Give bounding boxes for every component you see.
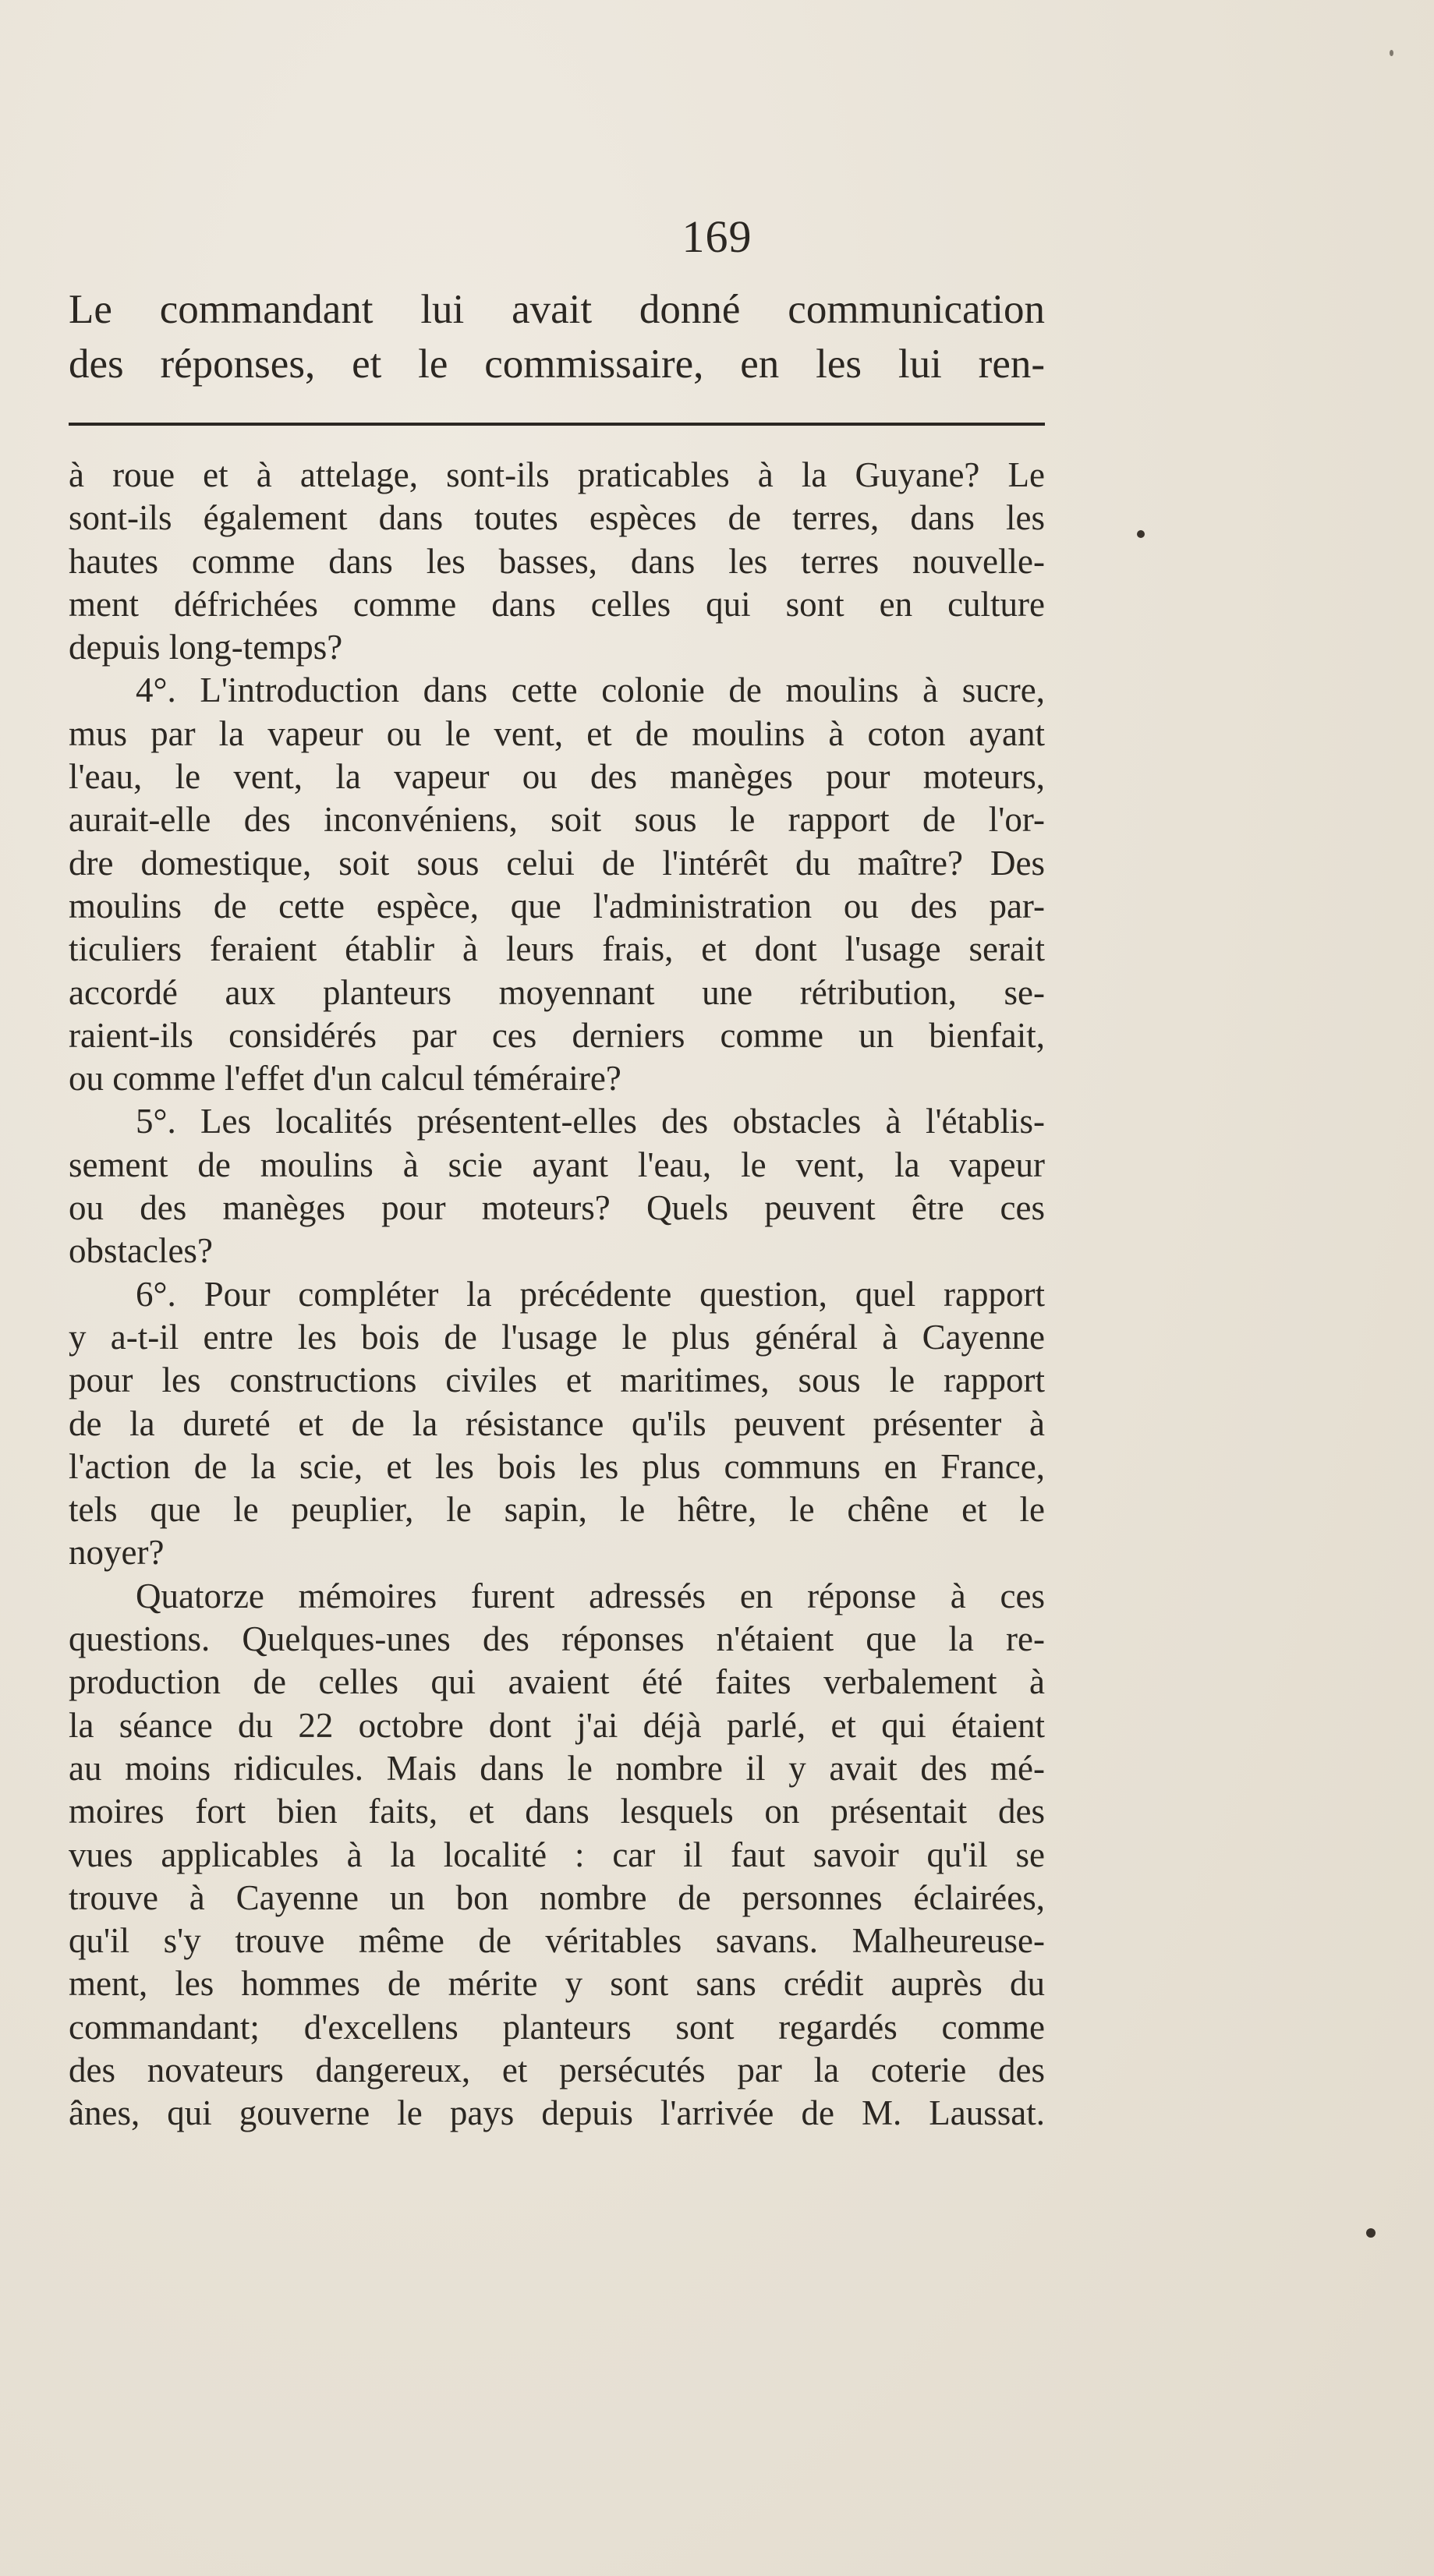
footnote-line: 6°. Pour compléter la précédente question, quel rapport [136, 1274, 1045, 1314]
footnote-line: vues applicables à la localité : car il faut savoir qu'il se [69, 1835, 1045, 1874]
footnote-line: aurait-elle des inconvéniens, soit sous le rapport de l'or- [69, 800, 1045, 840]
text-line: des réponses, et le commissaire, en les lui ren- [69, 341, 1045, 387]
footnote-line: moulins de cette espèce, que l'administration ou des par- [69, 886, 1045, 925]
footnote-line: mus par la vapeur ou le vent, et de moulins à coton ayant [69, 713, 1045, 753]
footnote-line: questions. Quelques-unes des réponses n'étaient que la re- [69, 1619, 1045, 1659]
footnote-line: noyer? [69, 1533, 165, 1573]
footnote-line: commandant; d'excellens planteurs sont regardés comme [69, 2007, 1045, 2047]
footnote-line: hautes comme dans les basses, dans les terres nouvelle- [69, 541, 1045, 581]
footnote-line: ou comme l'effet d'un calcul téméraire? [69, 1059, 621, 1099]
text-line: Le commandant lui avait donné communication [69, 287, 1045, 332]
footnote-line: obstacles? [69, 1231, 213, 1271]
paper-speck [1390, 50, 1393, 56]
footnote-line: ou des manèges pour moteurs? Quels peuvent être ces [69, 1188, 1045, 1228]
footnote-line: ânes, qui gouverne le pays depuis l'arrivée de M. Laussat. [69, 2093, 1045, 2133]
footnote-line: accordé aux planteurs moyennant une rétribution, se- [69, 972, 1045, 1012]
footnote-line: moires fort bien faits, et dans lesquels on présentait des [69, 1792, 1045, 1831]
footnote-line: l'action de la scie, et les bois les plus communs en France, [69, 1446, 1045, 1486]
footnote-line: sont-ils également dans toutes espèces de terres, dans les [69, 498, 1045, 538]
footnote-line: y a-t-il entre les bois de l'usage le plus général à Cayenne [69, 1317, 1045, 1357]
footnote-line: production de celles qui avaient été faites verbalement à [69, 1662, 1045, 1702]
footnote-line: de la dureté et de la résistance qu'ils peuvent présenter à [69, 1403, 1045, 1443]
footnote-line: depuis long-temps? [69, 628, 343, 667]
footnote-line: à roue et à attelage, sont-ils praticables à la Guyane? Le [69, 455, 1045, 494]
footnote-line: Quatorze mémoires furent adressés en réponse à ces [136, 1576, 1045, 1615]
footnote-line: raient-ils considérés par ces derniers comme un bienfait, [69, 1015, 1045, 1055]
footnote-line: 5°. Les localités présentent-elles des obstacles à l'établis- [136, 1102, 1045, 1141]
footnote-line: ticuliers feraient établir à leurs frais, et dont l'usage serait [69, 929, 1045, 969]
footnote-line: sement de moulins à scie ayant l'eau, le vent, la vapeur [69, 1145, 1045, 1184]
footnote-line: des novateurs dangereux, et persécutés par la coterie des [69, 2050, 1045, 2089]
footnote-block [69, 454, 1045, 2135]
paper-speck [1137, 530, 1145, 538]
footnote-line: dre domestique, soit sous celui de l'intérêt du maître? Des [69, 843, 1045, 883]
footnote-line: ment défrichées comme dans celles qui sont en culture [69, 584, 1045, 624]
footnote-line: trouve à Cayenne un bon nombre de personnes éclairées, [69, 1877, 1045, 1917]
main-text [69, 282, 1045, 391]
footnote-line: 4°. L'introduction dans cette colonie de moulins à sucre, [136, 671, 1045, 710]
footnote-line: qu'il s'y trouve même de véritables savans. Malheureuse- [69, 1921, 1045, 1961]
page-number: 169 [682, 211, 752, 262]
footnote-divider [69, 423, 1045, 426]
footnote-line: pour les constructions civiles et maritimes, sous le rapport [69, 1361, 1045, 1400]
paper-speck [1366, 2228, 1376, 2238]
footnote-line: la séance du 22 octobre dont j'ai déjà parlé, et qui étaient [69, 1705, 1045, 1745]
footnote-line: tels que le peuplier, le sapin, le hêtre, le chêne et le [69, 1490, 1045, 1530]
footnote-line: l'eau, le vent, la vapeur ou des manèges pour moteurs, [69, 757, 1045, 797]
footnote-line: au moins ridicules. Mais dans le nombre il y avait des mé- [69, 1748, 1045, 1788]
footnote-line: ment, les hommes de mérite y sont sans crédit auprès du [69, 1964, 1045, 2004]
